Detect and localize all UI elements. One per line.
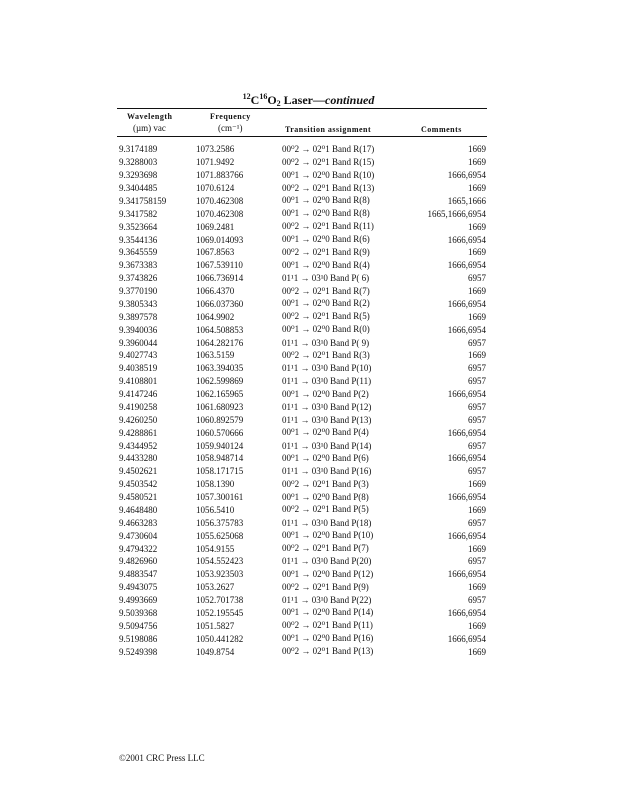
wavelength-cell: 9.3645559 bbox=[119, 247, 158, 258]
frequency-cell: 1070.462308 bbox=[196, 195, 244, 206]
wavelength-cell: 9.4260250 bbox=[119, 414, 158, 425]
comments-cell: 1669 bbox=[468, 221, 486, 232]
frequency-cell: 1069.2481 bbox=[196, 221, 235, 232]
frequency-cell: 1054.552423 bbox=[196, 556, 244, 567]
frequency-cell: 1071.883766 bbox=[196, 170, 244, 181]
transition-cell: 00⁰2 → 02⁰1 Band R(17) bbox=[282, 143, 375, 154]
comments-cell: 6957 bbox=[468, 401, 486, 412]
transition-cell: 00⁰1 → 02⁰0 Band R(0) bbox=[282, 324, 370, 335]
frequency-cell: 1066.736914 bbox=[196, 273, 244, 284]
comments-cell: 6957 bbox=[468, 273, 486, 284]
comments-cell: 1669 bbox=[468, 504, 486, 515]
table-row bbox=[119, 362, 486, 375]
frequency-cell: 1051.5827 bbox=[196, 620, 235, 631]
frequency-cell: 1073.2586 bbox=[196, 144, 235, 155]
frequency-cell: 1064.9902 bbox=[196, 311, 235, 322]
wavelength-cell: 9.4648480 bbox=[119, 504, 158, 515]
transition-cell: 00⁰2 → 02⁰1 Band R(15) bbox=[282, 156, 375, 167]
table-row bbox=[119, 323, 486, 336]
table-row bbox=[119, 478, 486, 491]
table-row bbox=[119, 207, 486, 220]
table-row bbox=[119, 336, 486, 349]
table-row bbox=[119, 375, 486, 388]
table-row bbox=[119, 401, 486, 414]
table-row bbox=[119, 632, 486, 645]
transition-cell: 00⁰2 → 02⁰1 Band R(5) bbox=[282, 311, 370, 322]
frequency-cell: 1069.014093 bbox=[196, 234, 244, 245]
table-row bbox=[119, 349, 486, 362]
transition-cell: 00⁰1 → 02⁰0 Band R(8) bbox=[282, 195, 370, 206]
wavelength-cell: 9.4502621 bbox=[119, 466, 158, 477]
wavelength-cell: 9.5039368 bbox=[119, 607, 158, 618]
transition-cell: 00⁰1 → 02⁰0 Band P(6) bbox=[282, 452, 369, 463]
frequency-cell: 1054.9155 bbox=[196, 543, 235, 554]
title-count: 2 bbox=[276, 99, 281, 108]
title-carbon: C bbox=[250, 93, 260, 107]
frequency-cell: 1060.570666 bbox=[196, 427, 244, 438]
comments-cell: 1669 bbox=[468, 620, 486, 631]
wavelength-cell: 9.5249398 bbox=[119, 646, 158, 657]
table-row bbox=[119, 156, 486, 169]
comments-cell: 1666,6954 bbox=[447, 298, 486, 309]
title-main: Laser bbox=[283, 93, 313, 107]
wavelength-cell: 9.4038519 bbox=[119, 363, 158, 374]
title-continued: continued bbox=[325, 93, 375, 107]
frequency-cell: 1070.6124 bbox=[196, 183, 235, 194]
comments-cell: 1666,6954 bbox=[447, 427, 486, 438]
comments-cell: 1666,6954 bbox=[447, 389, 486, 400]
table-row bbox=[119, 426, 486, 439]
transition-cell: 01¹1 → 03¹0 Band P(14) bbox=[282, 440, 372, 451]
table-row bbox=[119, 388, 486, 401]
comments-cell: 6957 bbox=[468, 363, 486, 374]
transition-cell: 00⁰1 → 02⁰0 Band R(2) bbox=[282, 298, 370, 309]
frequency-cell: 1064.282176 bbox=[196, 337, 244, 348]
frequency-cell: 1067.539110 bbox=[196, 260, 243, 271]
wavelength-cell: 9.5198086 bbox=[119, 633, 158, 644]
comments-cell: 1666,6954 bbox=[447, 260, 486, 271]
title-mass-o: 16 bbox=[259, 92, 268, 101]
table-row bbox=[119, 310, 486, 323]
table-row bbox=[119, 182, 486, 195]
frequency-cell: 1053.923503 bbox=[196, 569, 244, 580]
header-wavelength-unit: (µm) vac bbox=[133, 123, 166, 133]
transition-cell: 01¹1 → 03¹0 Band P( 6) bbox=[282, 273, 370, 284]
transition-cell: 01¹1 → 03¹0 Band P(10) bbox=[282, 363, 372, 374]
frequency-cell: 1064.508853 bbox=[196, 324, 244, 335]
frequency-cell: 1070.462308 bbox=[196, 208, 244, 219]
frequency-cell: 1058.171715 bbox=[196, 466, 244, 477]
frequency-cell: 1052.701738 bbox=[196, 595, 244, 606]
transition-cell: 01¹1 → 03¹0 Band P(13) bbox=[282, 414, 372, 425]
wavelength-cell: 9.3770190 bbox=[119, 286, 158, 297]
page-title bbox=[0, 92, 617, 108]
frequency-cell: 1055.625068 bbox=[196, 530, 244, 541]
wavelength-cell: 9.4027743 bbox=[119, 350, 158, 361]
frequency-cell: 1053.2627 bbox=[196, 582, 235, 593]
table-row bbox=[119, 568, 486, 581]
comments-cell: 1666,6954 bbox=[447, 453, 486, 464]
wavelength-cell: 9.3288003 bbox=[119, 157, 158, 168]
frequency-cell: 1052.195545 bbox=[196, 607, 244, 618]
wavelength-cell: 9.4344952 bbox=[119, 440, 158, 451]
wavelength-cell: 9.3417582 bbox=[119, 208, 158, 219]
table-row bbox=[119, 504, 486, 517]
transition-cell: 00⁰2 → 02⁰1 Band R(9) bbox=[282, 246, 370, 257]
frequency-cell: 1049.8754 bbox=[196, 646, 235, 657]
wavelength-cell: 9.3404485 bbox=[119, 183, 158, 194]
comments-cell: 1669 bbox=[468, 543, 486, 554]
table-row bbox=[119, 465, 486, 478]
comments-cell: 1669 bbox=[468, 157, 486, 168]
table-row bbox=[119, 169, 486, 182]
transition-cell: 00⁰1 → 02⁰0 Band P(12) bbox=[282, 568, 374, 579]
comments-cell: 1666,6954 bbox=[447, 607, 486, 618]
table-row bbox=[119, 233, 486, 246]
wavelength-cell: 9.4794322 bbox=[119, 543, 158, 554]
frequency-cell: 1056.5410 bbox=[196, 504, 235, 515]
transition-cell: 00⁰1 → 02⁰0 Band P(2) bbox=[282, 388, 369, 399]
comments-cell: 1669 bbox=[468, 247, 486, 258]
table-row bbox=[119, 272, 486, 285]
table-row bbox=[119, 581, 486, 594]
transition-cell: 00⁰2 → 02⁰1 Band R(13) bbox=[282, 182, 375, 193]
wavelength-cell: 9.4580521 bbox=[119, 492, 158, 503]
transition-cell: 00⁰2 → 02⁰1 Band R(7) bbox=[282, 285, 370, 296]
table-row bbox=[119, 285, 486, 298]
comments-cell: 1666,6954 bbox=[447, 569, 486, 580]
comments-cell: 1666,6954 bbox=[447, 633, 486, 644]
comments-cell: 1665,1666,6954 bbox=[427, 208, 486, 219]
wavelength-cell: 9.4663283 bbox=[119, 517, 158, 528]
frequency-cell: 1066.4370 bbox=[196, 286, 235, 297]
comments-cell: 6957 bbox=[468, 556, 486, 567]
comments-cell: 1666,6954 bbox=[447, 234, 486, 245]
copyright-footer: ©2001 CRC Press LLC bbox=[119, 753, 205, 763]
comments-cell: 6957 bbox=[468, 440, 486, 451]
table-row bbox=[119, 555, 486, 568]
transition-cell: 01¹1 → 03¹0 Band P(11) bbox=[282, 376, 372, 387]
table-row bbox=[119, 452, 486, 465]
table-row bbox=[119, 594, 486, 607]
frequency-cell: 1062.599869 bbox=[196, 376, 244, 387]
table-row bbox=[119, 195, 486, 208]
wavelength-cell: 9.3174189 bbox=[119, 144, 158, 155]
transition-cell: 00⁰2 → 02⁰1 Band P(11) bbox=[282, 620, 373, 631]
table-row bbox=[119, 259, 486, 272]
transition-cell: 01¹1 → 03¹0 Band P( 9) bbox=[282, 337, 370, 348]
transition-cell: 00⁰2 → 02⁰1 Band R(11) bbox=[282, 221, 374, 232]
comments-cell: 1669 bbox=[468, 286, 486, 297]
title-oxygen: O bbox=[267, 93, 277, 107]
wavelength-cell: 9.4943075 bbox=[119, 582, 158, 593]
transition-cell: 00⁰1 → 02⁰0 Band P(14) bbox=[282, 607, 374, 618]
frequency-cell: 1071.9492 bbox=[196, 157, 235, 168]
laser-lines-table bbox=[119, 143, 486, 658]
table-row bbox=[119, 220, 486, 233]
table-row bbox=[119, 542, 486, 555]
transition-cell: 00⁰1 → 02⁰0 Band P(4) bbox=[282, 427, 369, 438]
transition-cell: 00⁰1 → 02⁰0 Band P(16) bbox=[282, 633, 374, 644]
wavelength-cell: 9.3673383 bbox=[119, 260, 158, 271]
wavelength-cell: 9.3743826 bbox=[119, 273, 158, 284]
header-rule bbox=[117, 136, 487, 137]
wavelength-cell: 9.3940036 bbox=[119, 324, 158, 335]
comments-cell: 1669 bbox=[468, 311, 486, 322]
table-top-rule bbox=[117, 108, 487, 109]
header-transition: Transition assignment bbox=[285, 125, 372, 134]
transition-cell: 01¹1 → 03¹0 Band P(20) bbox=[282, 556, 372, 567]
comments-cell: 1665,1666 bbox=[447, 195, 486, 206]
comments-cell: 1669 bbox=[468, 582, 486, 593]
transition-cell: 00⁰1 → 02⁰0 Band R(6) bbox=[282, 234, 370, 245]
transition-cell: 00⁰1 → 02⁰0 Band P(10) bbox=[282, 530, 374, 541]
wavelength-cell: 9.4288861 bbox=[119, 427, 158, 438]
frequency-cell: 1063.5159 bbox=[196, 350, 235, 361]
transition-cell: 01¹1 → 03¹0 Band P(22) bbox=[282, 595, 372, 606]
transition-cell: 01¹1 → 03¹0 Band P(16) bbox=[282, 466, 372, 477]
transition-cell: 00⁰2 → 02⁰1 Band P(7) bbox=[282, 543, 369, 554]
table-row bbox=[119, 413, 486, 426]
table-row bbox=[119, 439, 486, 452]
wavelength-cell: 9.4433280 bbox=[119, 453, 158, 464]
transition-cell: 00⁰1 → 02⁰0 Band R(10) bbox=[282, 169, 375, 180]
comments-cell: 1669 bbox=[468, 646, 486, 657]
wavelength-cell: 9.3805343 bbox=[119, 298, 158, 309]
frequency-cell: 1059.940124 bbox=[196, 440, 244, 451]
frequency-cell: 1060.892579 bbox=[196, 414, 244, 425]
transition-cell: 00⁰1 → 02⁰0 Band R(4) bbox=[282, 259, 370, 270]
transition-cell: 00⁰2 → 02⁰1 Band R(3) bbox=[282, 349, 370, 360]
frequency-cell: 1056.375783 bbox=[196, 517, 244, 528]
table-row bbox=[119, 516, 486, 529]
title-mass-c: 12 bbox=[242, 92, 251, 101]
comments-cell: 1669 bbox=[468, 479, 486, 490]
transition-cell: 00⁰2 → 02⁰1 Band P(5) bbox=[282, 504, 369, 515]
wavelength-cell: 9.3293698 bbox=[119, 170, 158, 181]
wavelength-cell: 9.4883547 bbox=[119, 569, 158, 580]
wavelength-cell: 9.4503542 bbox=[119, 479, 158, 490]
table-row bbox=[119, 607, 486, 620]
table-row bbox=[119, 491, 486, 504]
comments-cell: 6957 bbox=[468, 595, 486, 606]
header-frequency: Frequency bbox=[210, 112, 251, 121]
frequency-cell: 1057.300161 bbox=[196, 492, 244, 503]
header-frequency-unit: (cm⁻¹) bbox=[218, 123, 243, 133]
frequency-cell: 1066.037360 bbox=[196, 298, 244, 309]
frequency-cell: 1058.948714 bbox=[196, 453, 244, 464]
transition-cell: 00⁰2 → 02⁰1 Band P(13) bbox=[282, 646, 374, 657]
table-row bbox=[119, 298, 486, 311]
comments-cell: 1669 bbox=[468, 350, 486, 361]
comments-cell: 1666,6954 bbox=[447, 170, 486, 181]
comments-cell: 6957 bbox=[468, 414, 486, 425]
wavelength-cell: 9.3544136 bbox=[119, 234, 158, 245]
comments-cell: 6957 bbox=[468, 376, 486, 387]
transition-cell: 00⁰2 → 02⁰1 Band P(9) bbox=[282, 581, 369, 592]
wavelength-cell: 9.4993669 bbox=[119, 595, 158, 606]
transition-cell: 01¹1 → 03¹0 Band P(18) bbox=[282, 517, 372, 528]
wavelength-cell: 9.4190258 bbox=[119, 401, 158, 412]
table-body bbox=[119, 143, 486, 658]
transition-cell: 01¹1 → 03¹0 Band P(12) bbox=[282, 401, 372, 412]
header-comments: Comments bbox=[421, 125, 462, 134]
table-row bbox=[119, 619, 486, 632]
wavelength-cell: 9.5094756 bbox=[119, 620, 158, 631]
comments-cell: 1666,6954 bbox=[447, 530, 486, 541]
comments-cell: 6957 bbox=[468, 517, 486, 528]
title-dash: — bbox=[313, 93, 325, 107]
frequency-cell: 1067.8563 bbox=[196, 247, 235, 258]
wavelength-cell: 9.4108801 bbox=[119, 376, 158, 387]
comments-cell: 1666,6954 bbox=[447, 324, 486, 335]
wavelength-cell: 9.341758159 bbox=[119, 195, 167, 206]
frequency-cell: 1050.441282 bbox=[196, 633, 244, 644]
table-row bbox=[119, 645, 486, 658]
comments-cell: 1666,6954 bbox=[447, 492, 486, 503]
transition-cell: 00⁰1 → 02⁰0 Band R(8) bbox=[282, 208, 370, 219]
table-row bbox=[119, 246, 486, 259]
frequency-cell: 1063.394035 bbox=[196, 363, 244, 374]
wavelength-cell: 9.3523664 bbox=[119, 221, 158, 232]
comments-cell: 6957 bbox=[468, 337, 486, 348]
transition-cell: 00⁰1 → 02⁰0 Band P(8) bbox=[282, 491, 369, 502]
table-row bbox=[119, 529, 486, 542]
wavelength-cell: 9.4730604 bbox=[119, 530, 158, 541]
wavelength-cell: 9.3897578 bbox=[119, 311, 158, 322]
wavelength-cell: 9.3960044 bbox=[119, 337, 158, 348]
frequency-cell: 1061.680923 bbox=[196, 401, 244, 412]
wavelength-cell: 9.4826960 bbox=[119, 556, 158, 567]
table-row bbox=[119, 143, 486, 156]
comments-cell: 6957 bbox=[468, 466, 486, 477]
transition-cell: 00⁰2 → 02⁰1 Band P(3) bbox=[282, 478, 369, 489]
comments-cell: 1669 bbox=[468, 144, 486, 155]
comments-cell: 1669 bbox=[468, 183, 486, 194]
frequency-cell: 1062.165965 bbox=[196, 389, 244, 400]
frequency-cell: 1058.1390 bbox=[196, 479, 235, 490]
header-wavelength: Wavelength bbox=[127, 112, 173, 121]
wavelength-cell: 9.4147246 bbox=[119, 389, 158, 400]
